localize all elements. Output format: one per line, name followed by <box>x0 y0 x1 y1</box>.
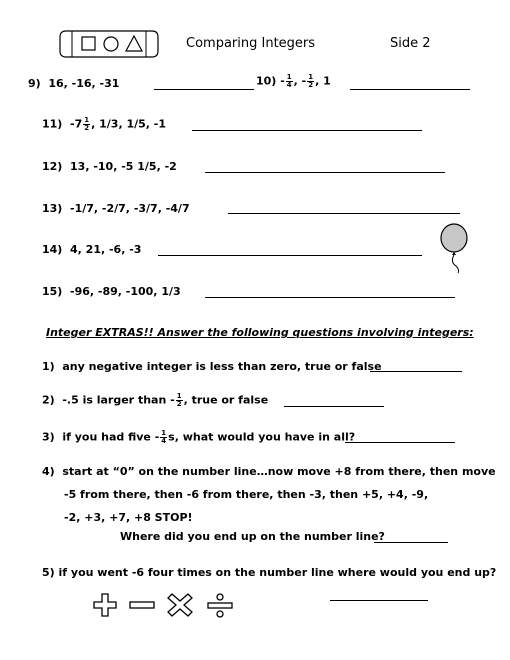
problem-15 <box>42 285 181 298</box>
problem-number: 15) <box>42 285 63 298</box>
question-lead: -.5 is larger than - <box>62 393 175 407</box>
question-text: any negative integer is less than zero, true or false <box>62 360 382 373</box>
question-text: if you went -6 four times on the number line where would you end up? <box>58 566 497 579</box>
problem-9 <box>28 77 119 90</box>
question-line-1: start at “0” on the number line…now move +8 from there, then move <box>62 465 496 478</box>
problem-number: 11) <box>42 117 63 131</box>
problem-number: 10) <box>256 74 277 88</box>
divide-icon <box>206 592 234 620</box>
answer-line-9[interactable] <box>154 89 254 90</box>
minus-sign: - <box>301 74 307 88</box>
answer-line-extra-2[interactable] <box>284 406 384 407</box>
fraction-1-4: $\frac{1}{4}$ <box>286 73 292 89</box>
problem-text: 16, -16, -31 <box>48 77 120 90</box>
extra-question-5 <box>42 566 496 579</box>
answer-line-12[interactable] <box>205 172 445 173</box>
extra-question-4 <box>42 465 496 478</box>
problem-number: 12) <box>42 160 63 173</box>
question-number: 4) <box>42 465 55 478</box>
fraction-1-2: $\frac{1}{2}$ <box>84 116 90 132</box>
balloon-icon <box>438 222 470 274</box>
question-number: 3) <box>42 430 55 444</box>
page-title: Comparing Integers <box>186 36 316 51</box>
answer-line-extra-5[interactable] <box>330 600 428 601</box>
problem-10 <box>256 74 331 89</box>
problem-text: -1/7, -2/7, -3/7, -4/7 <box>70 202 190 215</box>
separator: , <box>293 74 298 88</box>
answer-line-extra-3[interactable] <box>345 442 455 443</box>
problem-tail: , 1/3, 1/5, -1 <box>91 117 167 131</box>
answer-line-extra-4[interactable] <box>374 542 448 543</box>
problem-13 <box>42 202 190 215</box>
times-icon <box>166 592 194 618</box>
fraction-1-2: $\frac{1}{2}$ <box>176 392 182 408</box>
question-line-2: -5 from there, then -6 from there, then -3, then +5, +4, -9, <box>64 488 429 501</box>
minus-icon <box>128 592 156 618</box>
answer-line-11[interactable] <box>192 130 422 131</box>
problem-lead: -7 <box>70 117 83 131</box>
extras-heading: Integer EXTRAS!! Answer the following questions involving integers: <box>46 326 474 339</box>
plus-icon <box>92 592 118 618</box>
problem-number: 13) <box>42 202 63 215</box>
problem-text: 4, 21, -6, -3 <box>70 243 142 256</box>
question-number: 2) <box>42 393 55 407</box>
question-tail: s, what would you have in all? <box>168 430 356 444</box>
extra-question-2 <box>42 393 268 408</box>
answer-line-14[interactable] <box>158 255 422 256</box>
answer-line-15[interactable] <box>205 297 455 298</box>
answer-line-10[interactable] <box>350 89 470 90</box>
problem-12 <box>42 160 177 173</box>
extra-question-3 <box>42 430 355 445</box>
question-lead: if you had five - <box>62 430 160 444</box>
question-line-3: -2, +3, +7, +8 STOP! <box>64 511 193 524</box>
question-line-4: Where did you end up on the number line? <box>120 530 385 543</box>
fraction-1-2: $\frac{1}{2}$ <box>308 73 314 89</box>
scroll-logo <box>58 27 160 61</box>
problem-number: 14) <box>42 243 63 256</box>
question-number: 1) <box>42 360 55 373</box>
question-number: 5) <box>42 566 55 579</box>
extra-question-1 <box>42 360 382 373</box>
problem-tail: , 1 <box>315 74 331 88</box>
problem-text: -96, -89, -100, 1/3 <box>70 285 181 298</box>
side-label: Side 2 <box>390 36 431 51</box>
answer-line-13[interactable] <box>228 213 460 214</box>
problem-14 <box>42 243 141 256</box>
fraction-1-4: $\frac{1}{4}$ <box>161 429 167 445</box>
minus-sign: - <box>280 74 285 88</box>
problem-text: 13, -10, -5 1/5, -2 <box>70 160 177 173</box>
problem-number: 9) <box>28 77 41 90</box>
answer-line-extra-1[interactable] <box>370 371 462 372</box>
question-tail: , true or false <box>183 393 269 407</box>
problem-11 <box>42 117 166 132</box>
